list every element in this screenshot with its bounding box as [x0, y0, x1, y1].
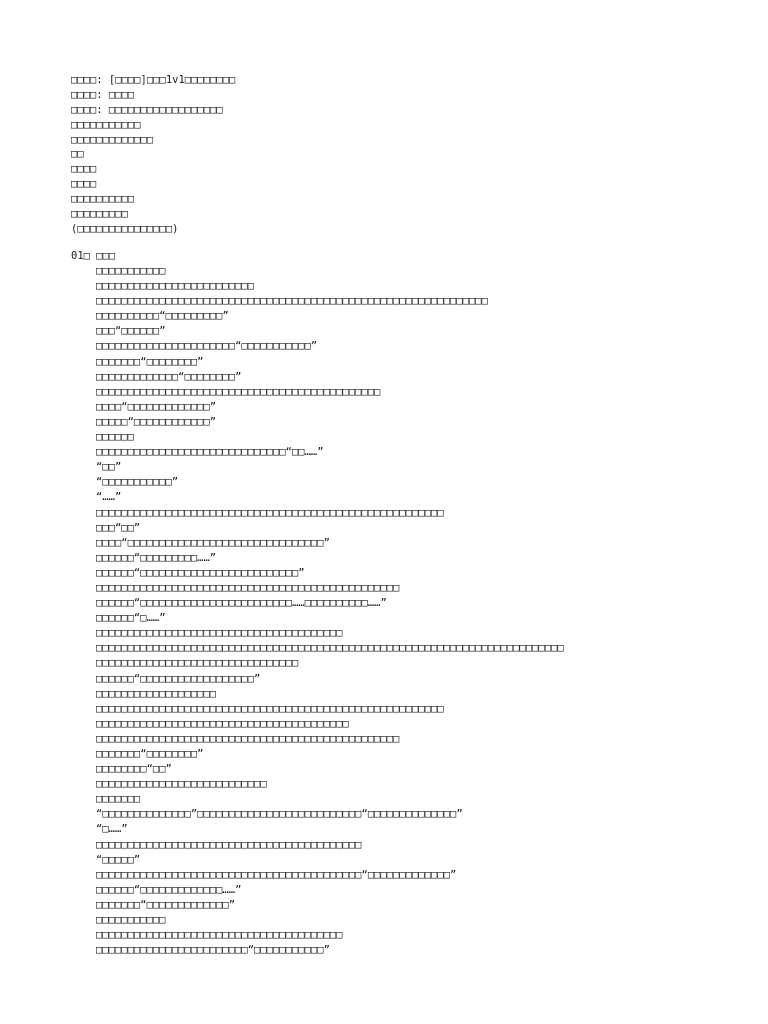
body-line: □□□□□□□□□□□□□□□□□□□□□□□□□□□□□□□□□□□□□□□: [96, 929, 343, 942]
body-line: “□□□□□□□□□□□”: [96, 476, 179, 489]
header-line: □□□□: □□□□: [71, 88, 135, 101]
body-line: □□□□□□□□□□□□□□□□□□□□□□□□□□□□□□□□□□□□□□□□□□□□□: [96, 385, 381, 398]
header-line: □□□□: [71, 163, 97, 176]
header-line: □□□□: [71, 178, 97, 191]
body-line: □□□□□□: [96, 431, 134, 444]
body-line: □□□□“□□□□□□□□□□□□□”: [96, 400, 217, 413]
body-line: □□□□□□“□□□□□□□□□□□□□□□□□□”: [96, 672, 261, 685]
body-line: □□□□□□□□□□□□□□□□□□□□□□□□“□□□□□□□□□□□”: [96, 944, 330, 957]
header-line: □□□□□□□□□□: [71, 193, 135, 206]
body-line: □□□□□□“□□□□□□□□□□□□□□□□□□□□□□□□……□□□□□□□□□□……”: [96, 597, 387, 610]
body-line: □□□□□□□□□□□□□□□□□□□□□□□□□□□□□□□□□□□□□□□□□□“□□□□□□□□□□□□□”: [96, 868, 457, 881]
body-line: □□□□□□□□□□□□□□□□□□□□□□□□□□□□□□□□□□□□□□□□□□□□□□□□□□□□□□□□□□□□□□□□□□□□□□□□□□: [96, 642, 564, 655]
header-line: □□□□: □□□□□□□□□□□□□□□□□□: [71, 103, 223, 116]
body-line: □□□□□□□□□□□□□□□□□□□□□□□□□□□□□□□□□□□□□□□□□□□□□□□□□□□□□□□□□□□□□□: [96, 295, 488, 308]
body-line: □□□□□□□□□□□: [96, 265, 166, 277]
body-line: “□□”: [96, 461, 122, 474]
body-line: □□□□□□□□□□□□□□□□□□□□□□“□□□□□□□□□□□”: [96, 340, 318, 353]
header-line: □□□□□□□□□: [71, 208, 128, 221]
chapter-body: [96, 264, 736, 958]
body-line: □□□□□□□□□□□□□□□□□□□□□□□□□□□□□□□□□□□□□□□□□□□□□□□□□□□□□□□: [96, 506, 444, 519]
chapter-title: 01□ □□□: [71, 250, 116, 262]
header-line: □□□□□□□□□□□: [71, 118, 141, 131]
body-line: □□□“□□”: [96, 521, 141, 534]
body-line: □□□□□□□□□□□□□□□□□□□□□□□□□: [96, 280, 255, 293]
body-line: □□□□□□□“□□□□□□□□”: [96, 748, 204, 760]
body-line: □□□□“□□□□□□□□□□□□□□□□□□□□□□□□□□□□□□□”: [96, 536, 330, 549]
body-line: □□□□□□□□□□□□□□□□□□□□□□□□□□□□□□□□: [96, 657, 299, 670]
document-header: [71, 73, 731, 237]
body-line: □□□□□□□□□□□□□□□□□□□□□□□□□□□□□□□□□□□□□□□□□□□□□□□□□□□□□□□: [96, 702, 444, 715]
body-line: “□□□□□”: [96, 853, 141, 866]
body-line: □□□□□□“□□□□□□□□□□□□□□□□□□□□□□□□□”: [96, 566, 305, 579]
body-line: “□……”: [96, 823, 128, 836]
body-line: □□□□□□“□□□□□□□□□□□□□……”: [96, 883, 242, 896]
body-line: □□□“□□□□□□”: [96, 325, 166, 338]
body-line: □□□□□“□□□□□□□□□□□□”: [96, 415, 217, 428]
body-line: □□□□□□“□□□□□□□□□……”: [96, 551, 217, 564]
body-line: □□□□□□□□“□□”: [96, 763, 172, 776]
body-line: □□□□□□□□□□□□□□□□□□□□□□□□□□□□□□□□□□□□□□□□□□□□□□□□: [96, 581, 400, 594]
body-line: □□□□□□□: [96, 793, 141, 806]
body-line: □□□□□□□□□□□□□□□□□□□□□□□□□□□□□□□□□□□□□□□□□□□□□□□□: [96, 732, 400, 745]
header-line: □□□□: [□□□□]□□□1v1□□□□□□□□: [71, 74, 236, 86]
body-line: □□□□□□“□……”: [96, 612, 166, 625]
chapter-heading: [71, 249, 731, 264]
header-line: □□□□□□□□□□□□□: [71, 133, 154, 146]
body-line: □□□□□□□□□□□□□□□□□□□□□□□□□□□□□□“□□……”: [96, 446, 324, 459]
body-line: □□□□□□□□□□□□□□□□□□□□□□□□□□□: [96, 778, 267, 791]
body-line: □□□□□□□□□□“□□□□□□□□□”: [96, 310, 229, 323]
header-line: □□: [71, 148, 84, 161]
body-line: □□□□□□□□□□□: [96, 914, 166, 927]
body-line: □□□□□□□□□□□□□□□□□□□□□□□□□□□□□□□□□□□□□□□□: [96, 717, 349, 730]
header-line: (□□□□□□□□□□□□□□□): [71, 222, 179, 235]
body-line: □□□□□□□□□□□□□□□□□□□□□□□□□□□□□□□□□□□□□□□□□□: [96, 838, 362, 851]
body-line: “□□□□□□□□□□□□□□”□□□□□□□□□□□□□□□□□□□□□□□□□□“□□□□□□□□□□□□□□”: [96, 808, 463, 821]
body-line: □□□□□□□“□□□□□□□□”: [96, 355, 204, 368]
body-line: □□□□□□□□□□□□□□□□□□□□□□□□□□□□□□□□□□□□□□□: [96, 627, 343, 640]
body-line: □□□□□□□□□□□□□“□□□□□□□□”: [96, 370, 242, 383]
body-line: □□□□□□□“□□□□□□□□□□□□□”: [96, 898, 236, 911]
body-line: “……”: [96, 491, 122, 504]
body-line: □□□□□□□□□□□□□□□□□□□: [96, 687, 217, 700]
